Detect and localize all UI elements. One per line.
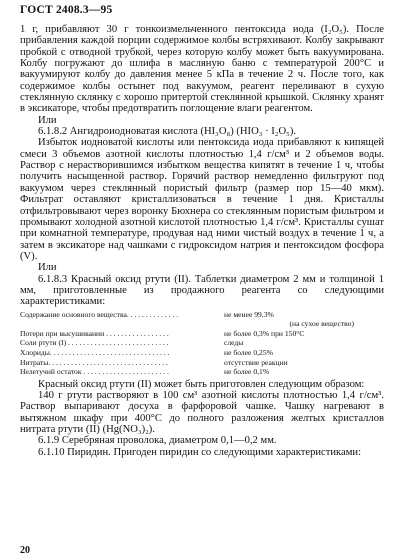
spec-value: не более 0,1% bbox=[224, 367, 270, 377]
standard-header: ГОСТ 2408.3—95 bbox=[20, 4, 113, 16]
spec-row bbox=[20, 329, 384, 339]
section-6-1-8-3: 6.1.8.3 Красный оксид ртути (II). Таблетки диаметром 2 мм и толщиной 1 мм, приготовленные из продажного реагента со следующими характеристиками: bbox=[20, 273, 384, 308]
spec-row bbox=[20, 358, 384, 368]
spec-label: Нитраты. . . . . . . . . . . . . . . . . . . . . . . . . . . . . . . . bbox=[20, 357, 168, 367]
spec-value: отсутствие реакции bbox=[224, 357, 288, 367]
body-text bbox=[20, 24, 384, 458]
spec-label: Соли ртути (I) . . . . . . . . . . . . . . . . . . . . . . . . . . . bbox=[20, 338, 169, 348]
spec-row bbox=[20, 338, 384, 348]
section-6-1-10: 6.1.10 Пиридин. Пригоден пиридин со следующими характеристиками: bbox=[38, 446, 362, 458]
spec-value: следы bbox=[224, 338, 244, 348]
paragraph-or: Или bbox=[38, 114, 57, 126]
spec-row bbox=[20, 310, 384, 320]
spec-value: не более 0,3% при 150°С bbox=[224, 328, 305, 338]
section-6-1-8-2: 6.1.8.2 Ангидроиодноватая кислота (HI₃O₈) (HIO₃ · I₂O₅). bbox=[38, 126, 296, 138]
page-number: 20 bbox=[20, 545, 30, 556]
paragraph-or: Или bbox=[38, 262, 57, 274]
spec-label: Хлориды. . . . . . . . . . . . . . . . . . . . . . . . . . . . . . . . bbox=[20, 347, 170, 357]
spec-list bbox=[20, 310, 384, 377]
spec-value: не менее 99,3% bbox=[224, 309, 274, 319]
spec-value: не более 0,25% bbox=[224, 347, 273, 357]
spec-row bbox=[20, 367, 384, 377]
paragraph-red-oxide-prep: Красный оксид ртути (II) может быть приготовлен следующим образом: bbox=[38, 378, 365, 390]
paragraph-anhydroiodic-prep: Избыток иодноватой кислоты или пентоксида иода прибавляют к кипящей смеси 3 объемов азотной кислоты плотностью 1,4 г/см³ и 2 объемов воды. Раствор с нерастворившимся избытком вещества кипятят в течение 1 ч, чтобы получить насыщенной раствор. Горячий раствор немедленно фильтруют под вакуумом через стеклянный пористый фильтр (размер пор 15—40 мкм). Фильтрат оставляют кристаллизоваться в течение 1 дня. Кристаллы отфильтровывают через воронку Бюхнера со стеклянным пористым фильтром и промывают холодной азотной кислотой плотностью 1,4 г/см³. Кристаллы сушат при комнатной температуре, продувая над ними чистый воздух в течение 1 ч, а затем в эксикаторе над чашками с гидроксидом натрия и пентоксидом фосфора (V). bbox=[20, 137, 384, 262]
document-page bbox=[20, 0, 384, 560]
spec-row bbox=[20, 348, 384, 358]
spec-label: Потери при высушивании . . . . . . . . . . . . . . . . . bbox=[20, 328, 169, 338]
paragraph-mercury-dissolve: 140 г ртути растворяют в 100 см³ азотной кислоты плотностью 1,4 г/см³. Раствор выпаривают досуха в фарфоровой чашке. Чашку нагревают в вытяжном шкафу при 400°С до полного разложения желтых кристаллов нитрата ртути (II) (Hg(NO₃)₂). bbox=[20, 390, 384, 436]
paragraph-iodine-pentoxide: 1 г, прибавляют 30 г тонкоизмельченного пентоксида иода (I₂O₅). После прибавления каждой порции содержимое колбы встряхивают. Колбу закрывают пробкой с отводной трубкой, через которую колбу может быть вакуумирована. Колбу погружают до шлифа в масляную баню с температурой 200°С и вакуумируют колбу до давления менее 5 кПа в течение 2 ч. После того, как содержимое колбы остынет под вакуумом, реагент переливают в сухую стеклянную склянку с хорошо притертой стеклянной крышкой. Склянку хранят в эксикаторе, чтобы предотвратить поглощение влаги реагентом. bbox=[20, 24, 384, 115]
spec-label: Нелетучий остаток . . . . . . . . . . . . . . . . . . . . . . . bbox=[20, 367, 169, 377]
section-6-1-9: 6.1.9 Серебряная проволока, диаметром 0,1—0,2 мм. bbox=[38, 435, 277, 447]
spec-label: Содержание основного вещества. . . . . . . . . . . . . . bbox=[20, 309, 179, 319]
spec-note: (на сухое вещество) bbox=[289, 319, 354, 329]
